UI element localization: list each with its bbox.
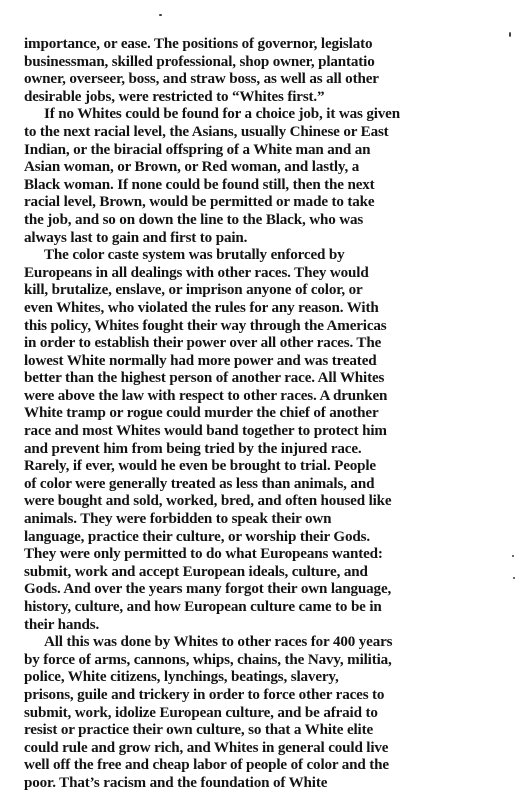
text-line: could rule and grow rich, and Whites in general could live: [24, 739, 389, 756]
text-line: poor. That’s racism and the foundation of White: [24, 774, 328, 791]
paragraph-first-line: If no Whites could be found for a choice job, it was given: [44, 106, 400, 123]
text-line: kill, brutalize, enslave, or imprison anyone of color, or: [24, 282, 363, 299]
scan-speck: [512, 555, 514, 557]
text-line: prisons, guile and trickery in order to force other races to: [24, 686, 385, 703]
text-line: Black woman. If none could be found still, then the next: [24, 176, 375, 193]
text-line: White tramp or rogue could murder the chief of another: [24, 405, 379, 422]
text-line: race and most Whites would band together to protect him: [24, 423, 387, 440]
text-line: submit, work and accept European ideals, culture, and: [24, 563, 368, 580]
text-line: well off the free and cheap labor of people of color and the: [24, 757, 389, 774]
text-line: importance, or ease. The positions of governor, legislato: [24, 36, 373, 52]
text-line: resist or practice their own culture, so that a White elite: [24, 722, 374, 739]
text-line: the job, and so on down the line to the Black, who was: [24, 211, 364, 228]
body-text: [24, 36, 516, 793]
scan-speck: [159, 14, 162, 16]
text-line: businessman, skilled professional, shop owner, plantatio: [24, 53, 375, 70]
text-line: by force of arms, cannons, whips, chains, the Navy, militia,: [24, 651, 392, 668]
text-line: better than the highest person of another race. All Whites: [24, 370, 385, 387]
text-line: history, culture, and how European culture came to be in: [24, 599, 382, 615]
text-line: Rarely, if ever, would he even be brought to trial. People: [24, 458, 376, 475]
text-line: owner, overseer, boss, and straw boss, as well as all other: [24, 71, 379, 88]
text-line: to the next racial level, the Asians, usually Chinese or East: [24, 123, 389, 140]
text-line: desirable jobs, were restricted to “Whites first.”: [24, 88, 325, 105]
text-line: their hands.: [24, 616, 100, 633]
text-line: were bought and sold, worked, bred, and often housed like: [24, 493, 392, 510]
scan-speck: [509, 32, 511, 37]
text-line: animals. They were forbidden to speak their own: [24, 511, 332, 528]
text-line: this policy, Whites fought their way through the Americas: [24, 317, 387, 334]
text-line: even Whites, who violated the rules for any reason. With: [24, 299, 379, 316]
text-line: always last to gain and first to pain.: [24, 229, 248, 246]
text-line: They were only permitted to do what Europeans wanted:: [24, 546, 383, 563]
text-line: and prevent him from being tried by the injured race.: [24, 440, 362, 457]
text-line: police, White citizens, lynchings, beatings, slavery,: [24, 669, 339, 686]
text-line: were above the law with respect to other races. A drunken: [24, 387, 388, 404]
text-line: racial level, Brown, would be permitted or made to take: [24, 194, 375, 211]
text-line: in order to establish their power over all other races. The: [24, 335, 382, 352]
paragraph-first-line: All this was done by Whites to other races for 400 years: [44, 634, 393, 651]
text-line: of color were generally treated as less than animals, and: [24, 475, 375, 492]
text-line: lowest White normally had more power and was treated: [24, 352, 377, 369]
text-line: Europeans in all dealings with other races. They would: [24, 264, 369, 281]
text-line: submit, work, idolize European culture, and be afraid to: [24, 704, 378, 721]
scan-speck: [513, 577, 515, 579]
text-line: Asian woman, or Brown, or Red woman, and lastly, a: [24, 159, 360, 176]
text-line: language, practice their culture, or worship their Gods.: [24, 528, 371, 545]
paragraph-first-line: The color caste system was brutally enforced by: [44, 247, 345, 264]
text-line: Gods. And over the years many forgot their own language,: [24, 581, 392, 598]
text-line: Indian, or the biracial offspring of a White man and an: [24, 141, 371, 158]
